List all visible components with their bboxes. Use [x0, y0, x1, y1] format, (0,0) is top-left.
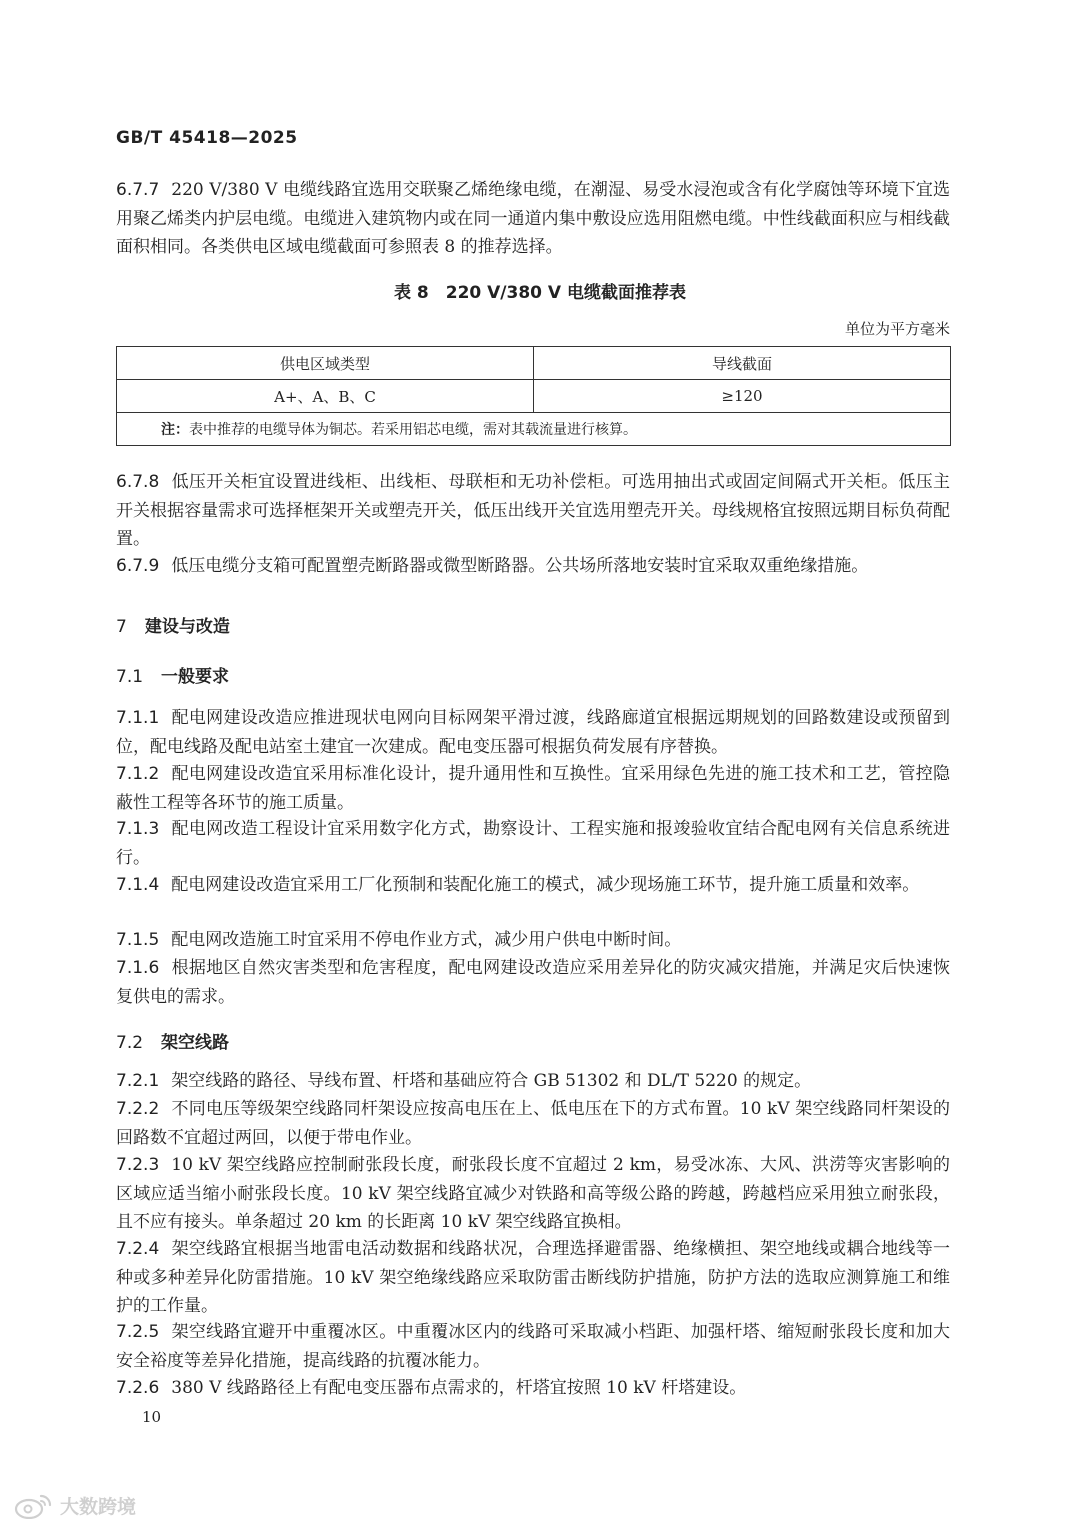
- clause-7-1-4: [116, 871, 950, 900]
- watermark: [14, 1492, 136, 1519]
- clause-text: 低压电缆分支箱可配置塑壳断路器或微型断路器。公共场所落地安装时宜采取双重绝缘措施。: [171, 556, 869, 576]
- clause-text: 配电网建设改造应推进现状电网向目标网架平滑过渡，线路廊道宜根据远期规划的回路数建设或预留到位，配电线路及配电站室土建宜一次建成。配电变压器可根据负荷发展有序替换。: [116, 708, 950, 757]
- clause-number: 7.2.1: [116, 1071, 160, 1091]
- section-7-1-heading: [116, 662, 229, 687]
- page-number: 10: [142, 1408, 162, 1426]
- clause-number: 7.1.1: [116, 708, 160, 728]
- clause-number: 7.2.2: [116, 1099, 160, 1119]
- clause-number: 7.2.5: [116, 1322, 160, 1342]
- table-8: [116, 346, 951, 446]
- clause-6-7-9: [116, 552, 950, 581]
- clause-text: 架空线路的路径、导线布置、杆塔和基础应符合 GB 51302 和 DL/T 5220 的规定。: [171, 1071, 812, 1091]
- clause-7-1-2: [116, 760, 950, 817]
- clause-text: 不同电压等级架空线路同杆架设应按高电压在上、低电压在下的方式布置。10 kV 架空线路同杆架设的回路数不宜超过两回，以便于带电作业。: [116, 1099, 951, 1148]
- section-7-2-heading: [116, 1028, 229, 1053]
- clause-text: 220 V/380 V 电缆线路宜选用交联聚乙烯绝缘电缆，在潮湿、易受水浸泡或含有化学腐蚀等环境下宜选用聚乙烯类内护层电缆。电缆进入建筑物内或在同一通道内集中敷设应选用阻燃电缆。中性线截面积应与相线截面积相同。各类供电区域电缆截面可参照表 8 的推荐选择。: [116, 180, 950, 257]
- clause-number: 6.7.9: [116, 556, 160, 576]
- clause-6-7-8: [116, 468, 950, 554]
- table-note-row: [117, 413, 951, 446]
- clause-text: 配电网改造施工时宜采用不停电作业方式，减少用户供电中断时间。: [171, 930, 682, 950]
- clause-number: 7.2.4: [116, 1239, 160, 1259]
- clause-number: 6.7.8: [116, 472, 160, 492]
- standard-number: GB/T 45418—2025: [116, 128, 298, 148]
- clause-number: 7.1.5: [116, 930, 160, 950]
- table-title: 表 8 220 V/380 V 电缆截面推荐表: [394, 283, 686, 303]
- table-cell: ≥120: [534, 380, 951, 413]
- clause-text: 架空线路宜避开中重覆冰区。中重覆冰区内的线路可采取减小档距、加强杆塔、缩短耐张段长度和加大安全裕度等差异化措施，提高线路的抗覆冰能力。: [116, 1322, 950, 1371]
- table-cell: A+、A、B、C: [117, 380, 534, 413]
- note-label: 注：: [161, 422, 189, 438]
- chapter-7-heading: [116, 612, 230, 637]
- clause-text: 配电网建设改造宜采用工厂化预制和装配化施工的模式，减少现场施工环节，提升施工质量和效率。: [171, 875, 920, 895]
- clause-text: 配电网建设改造宜采用标准化设计，提升通用性和互换性。宜采用绿色先进的施工技术和工艺，管控隐蔽性工程等各环节的施工质量。: [116, 764, 950, 813]
- heading-number: 7: [116, 617, 127, 637]
- heading-title: 一般要求: [161, 667, 230, 687]
- clause-number: 6.7.7: [116, 180, 160, 200]
- clause-text: 架空线路宜根据当地雷电活动数据和线路状况，合理选择避雷器、绝缘横担、架空地线或耦合地线等一种或多种差异化防雷措施。10 kV 架空绝缘线路应采取防雷击断线防护措施，防护方法的选取应测算施工和维护的工作量。: [116, 1239, 950, 1316]
- table-header-row: [117, 347, 951, 380]
- clause-number: 7.1.6: [116, 958, 160, 978]
- clause-7-2-6: [116, 1374, 950, 1403]
- watermark-text: 大数跨境: [60, 1496, 137, 1518]
- clause-7-2-5: [116, 1318, 950, 1375]
- clause-number: 7.2.3: [116, 1155, 160, 1175]
- table-row: [117, 380, 951, 413]
- clause-text: 根据地区自然灾害类型和危害程度，配电网建设改造应采用差异化的防灾减灾措施，并满足灾后快速恢复供电的需求。: [116, 958, 950, 1007]
- heading-number: 7.1: [116, 667, 144, 687]
- clause-7-2-3: [116, 1151, 950, 1237]
- table-note: [117, 413, 951, 446]
- clause-7-1-5: [116, 926, 950, 955]
- clause-text: 配电网改造工程设计宜采用数字化方式，勘察设计、工程实施和报竣验收宜结合配电网有关信息系统进行。: [116, 819, 950, 868]
- table-unit: 单位为平方毫米: [844, 320, 950, 338]
- clause-text: 低压开关柜宜设置进线柜、出线柜、母联柜和无功补偿柜。可选用抽出式或固定间隔式开关柜。低压主开关根据容量需求可选择框架开关或塑壳开关，低压出线开关宜选用塑壳开关。母线规格宜按照远期目标负荷配置。: [116, 472, 950, 549]
- clause-7-1-6: [116, 954, 950, 1011]
- table-header-cell: 供电区域类型: [117, 347, 534, 380]
- clause-number: 7.1.3: [116, 819, 160, 839]
- clause-number: 7.2.6: [116, 1378, 160, 1398]
- clause-number: 7.1.2: [116, 764, 160, 784]
- clause-7-1-3: [116, 815, 950, 872]
- heading-number: 7.2: [116, 1033, 144, 1053]
- heading-title: 架空线路: [161, 1033, 230, 1053]
- clause-text: 10 kV 架空线路应控制耐张段长度，耐张段长度不宜超过 2 km，易受冰冻、大风、洪涝等灾害影响的区域应适当缩小耐张段长度。10 kV 架空线路宜减少对铁路和高等级公路的跨越，跨越档应采用独立耐张段，且不应有接头。单条超过 20 km 的长距离 10 kV 架空线路宜换相。: [116, 1155, 950, 1232]
- clause-7-1-1: [116, 704, 950, 761]
- weibo-logo-icon: [14, 1493, 54, 1519]
- note-text: 表中推荐的电缆导体为铜芯。若采用铝芯电缆，需对其载流量进行核算。: [189, 422, 637, 438]
- clause-7-2-1: [116, 1067, 950, 1096]
- clause-7-2-4: [116, 1235, 950, 1321]
- heading-title: 建设与改造: [144, 617, 230, 637]
- clause-7-2-2: [116, 1095, 950, 1152]
- table-header-cell: 导线截面: [534, 347, 951, 380]
- clause-number: 7.1.4: [116, 875, 160, 895]
- clause-6-7-7: [116, 176, 950, 262]
- clause-text: 380 V 线路路径上有配电变压器布点需求的，杆塔宜按照 10 kV 杆塔建设。: [171, 1378, 747, 1398]
